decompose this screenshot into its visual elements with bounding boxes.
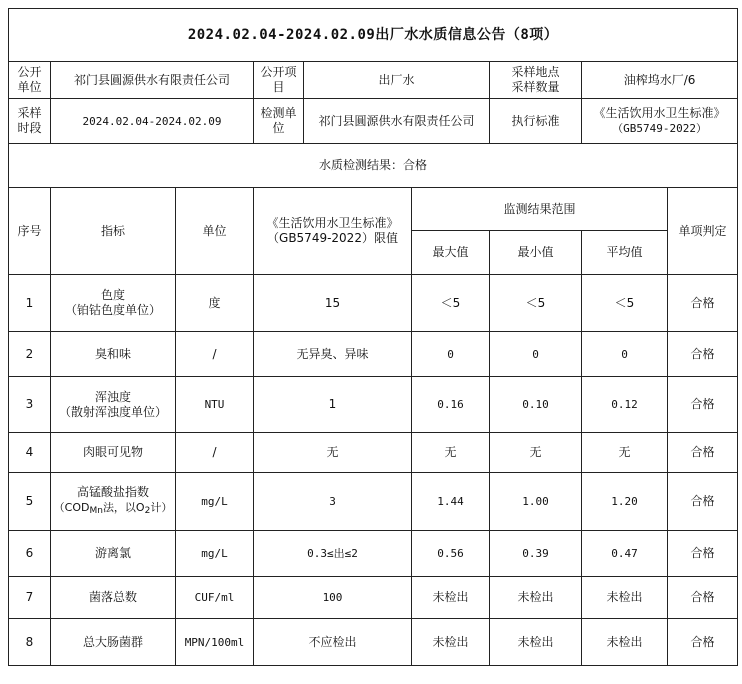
row-indicator: 游离氯 [51, 531, 176, 577]
sampling-period-label: 采样时段 [9, 99, 51, 144]
header-limit [254, 188, 412, 275]
row-indicator: 浑浊度 （散射浑浊度单位） [51, 377, 176, 433]
row-indicator: 色度 （铂钴色度单位） [51, 275, 176, 332]
row-avg: 未检出 [582, 577, 668, 619]
header-judge: 单项判定 [668, 188, 738, 275]
sampling-site-value: 油榨坞水厂/6 [582, 62, 738, 99]
row-no: 4 [9, 433, 51, 473]
header-limit-standard: 《生活饮用水卫生标准》 [266, 216, 399, 230]
row-min: 无 [490, 433, 582, 473]
row-indicator: 肉眼可见物 [51, 433, 176, 473]
row-limit: 1 [254, 377, 412, 433]
row-max: 0.16 [412, 377, 490, 433]
header-no: 序号 [9, 188, 51, 275]
table-row [9, 377, 738, 433]
overall-result: 水质检测结果：合格 [9, 144, 738, 188]
row-max: 1.44 [412, 473, 490, 531]
row-unit: NTU [176, 377, 254, 433]
page-title: 2024.02.04-2024.02.09出厂水水质信息公告（8项） [9, 9, 738, 62]
row-no: 1 [9, 275, 51, 332]
standard-name: 《生活饮用水卫生标准》 [593, 106, 726, 120]
header-unit: 单位 [176, 188, 254, 275]
row-avg: 1.20 [582, 473, 668, 531]
header-min: 最小值 [490, 231, 582, 275]
row-unit: MPN/100ml [176, 619, 254, 666]
row-max: ＜5 [412, 275, 490, 332]
row-limit: 无异臭、异味 [254, 332, 412, 377]
row-avg: 无 [582, 433, 668, 473]
row-min: 未检出 [490, 619, 582, 666]
table-row [9, 332, 738, 377]
standard-value [582, 99, 738, 144]
row-unit: mg/L [176, 473, 254, 531]
row-max: 未检出 [412, 577, 490, 619]
row-min: 未检出 [490, 577, 582, 619]
sampling-site-label: 采样地点采样数量 [490, 62, 582, 99]
row-min: 1.00 [490, 473, 582, 531]
row-indicator: 臭和味 [51, 332, 176, 377]
row-unit: 度 [176, 275, 254, 332]
testing-unit-value: 祁门县圓源供水有限责任公司 [304, 99, 490, 144]
water-quality-notice [8, 8, 737, 666]
standard-label: 执行标准 [490, 99, 582, 144]
row-limit: 不应检出 [254, 619, 412, 666]
header-range: 监测结果范围 [412, 188, 668, 231]
row-max: 未检出 [412, 619, 490, 666]
row-judge: 合格 [668, 531, 738, 577]
table-row [9, 619, 738, 666]
header-limit-code: （GB5749-2022）限值 [267, 231, 398, 245]
row-no: 2 [9, 332, 51, 377]
publish-unit-value: 祁门县圓源供水有限责任公司 [51, 62, 254, 99]
row-judge: 合格 [668, 332, 738, 377]
row-judge: 合格 [668, 275, 738, 332]
notice-table [8, 8, 738, 666]
row-unit: mg/L [176, 531, 254, 577]
cod-note: （$COD_{Mn}$法，以$O_2$计） [53, 500, 173, 516]
row-min: 0 [490, 332, 582, 377]
row-avg: 0 [582, 332, 668, 377]
header-max: 最大值 [412, 231, 490, 275]
row-judge: 合格 [668, 473, 738, 531]
testing-unit-label: 检测单位 [254, 99, 304, 144]
row-limit: 15 [254, 275, 412, 332]
publish-item-label: 公开项目 [254, 62, 304, 99]
row-limit: 0.3≤出≤2 [254, 531, 412, 577]
row-avg: ＜5 [582, 275, 668, 332]
row-no: 3 [9, 377, 51, 433]
publish-unit-label: 公开单位 [9, 62, 51, 99]
row-max: 0 [412, 332, 490, 377]
row-no: 6 [9, 531, 51, 577]
row-no: 5 [9, 473, 51, 531]
row-judge: 合格 [668, 577, 738, 619]
table-row [9, 275, 738, 332]
row-limit: 无 [254, 433, 412, 473]
sampling-period-value: 2024.02.04-2024.02.09 [51, 99, 254, 144]
row-no: 8 [9, 619, 51, 666]
row-limit: 3 [254, 473, 412, 531]
row-avg: 0.47 [582, 531, 668, 577]
standard-code: （GB5749-2022） [612, 122, 707, 135]
header-indicator: 指标 [51, 188, 176, 275]
row-unit: CUF/ml [176, 577, 254, 619]
row-no: 7 [9, 577, 51, 619]
row-judge: 合格 [668, 619, 738, 666]
row-judge: 合格 [668, 377, 738, 433]
row-limit: 100 [254, 577, 412, 619]
table-row [9, 531, 738, 577]
row-indicator: 总大肠菌群 [51, 619, 176, 666]
publish-item-value: 出厂水 [304, 62, 490, 99]
row-avg: 0.12 [582, 377, 668, 433]
row-indicator: 高锰酸盐指数 （$COD_{Mn}$法，以$O_2$计） [51, 473, 176, 531]
table-row [9, 473, 738, 531]
row-min: 0.39 [490, 531, 582, 577]
table-row [9, 577, 738, 619]
row-indicator: 菌落总数 [51, 577, 176, 619]
row-min: 0.10 [490, 377, 582, 433]
row-min: ＜5 [490, 275, 582, 332]
row-max: 0.56 [412, 531, 490, 577]
row-unit: / [176, 332, 254, 377]
header-avg: 平均值 [582, 231, 668, 275]
row-max: 无 [412, 433, 490, 473]
table-row [9, 433, 738, 473]
row-unit: / [176, 433, 254, 473]
row-avg: 未检出 [582, 619, 668, 666]
row-judge: 合格 [668, 433, 738, 473]
